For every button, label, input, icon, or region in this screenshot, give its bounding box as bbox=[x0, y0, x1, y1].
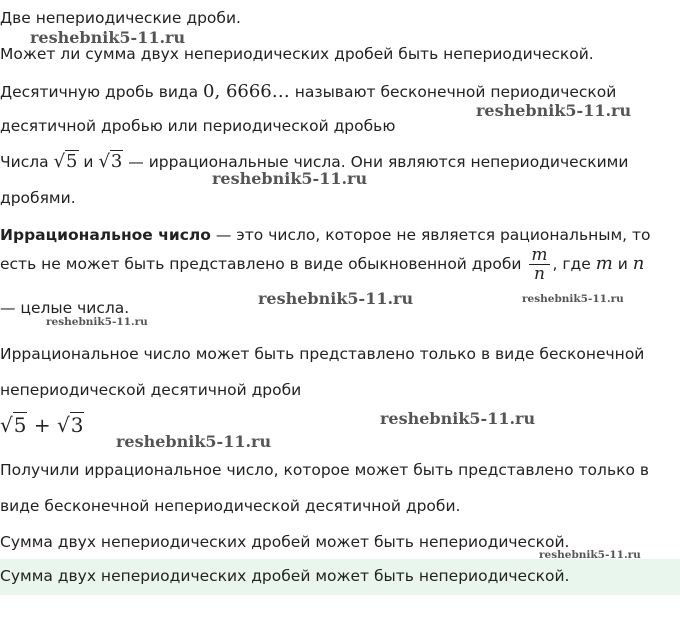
text-line-7 bbox=[0, 226, 651, 244]
text-line-14: Сумма двух непериодических дробей может быть непериодической. bbox=[0, 533, 570, 551]
math-sqrt-3: √3 bbox=[56, 413, 84, 437]
math-plus: + bbox=[27, 413, 57, 437]
radicand: 5 bbox=[13, 413, 27, 437]
text-line-2: Может ли сумма двух непериодических дробей быть непериодической. bbox=[0, 45, 594, 63]
text-part: — иррациональные числа. Они являются непериодическими bbox=[123, 153, 629, 171]
text-line-9: — целые числа. bbox=[0, 299, 130, 317]
watermark: reshebnik5-11.ru bbox=[476, 101, 632, 120]
text-line-12: Получили иррациональное число, которое может быть представлено только в bbox=[0, 461, 649, 479]
text-line-4: десятичной дробью или периодической дробью bbox=[0, 117, 396, 135]
text-part: Десятичную дробь вида bbox=[0, 83, 204, 101]
text-part: и bbox=[78, 153, 99, 171]
fraction-denominator: n bbox=[533, 264, 545, 284]
text-line-13: виде бесконечной непериодической десятичной дроби. bbox=[0, 497, 461, 515]
radicand: 5 bbox=[66, 151, 78, 172]
term-bold: Иррациональное число bbox=[0, 226, 211, 244]
watermark: reshebnik5-11.ru bbox=[258, 289, 414, 308]
math-var-n: n bbox=[632, 253, 645, 274]
text-part: — это число, которое не является рациональным, то bbox=[210, 226, 651, 244]
text-part: Числа bbox=[0, 153, 54, 171]
text-line-8 bbox=[0, 246, 644, 283]
math-sqrt-5: √5 bbox=[0, 413, 27, 437]
radicand: 3 bbox=[70, 413, 84, 437]
watermark: reshebnik5-11.ru bbox=[116, 432, 272, 451]
text-part: называют бесконечной периодической bbox=[289, 83, 617, 101]
watermark: reshebnik5-11.ru bbox=[212, 169, 368, 188]
text-line-11: непериодической десятичной дроби bbox=[0, 381, 302, 399]
fraction-numerator: m bbox=[531, 245, 548, 265]
answer-box bbox=[0, 559, 680, 595]
text-part: и bbox=[612, 255, 633, 273]
watermark: reshebnik5-11.ru bbox=[46, 316, 148, 328]
watermark: reshebnik5-11.ru bbox=[522, 293, 624, 305]
answer-text: Сумма двух непериодических дробей может быть непериодической. bbox=[0, 567, 570, 585]
text-part: есть не может быть представлено в виде обыкновенной дроби bbox=[0, 255, 527, 273]
radicand: 3 bbox=[110, 151, 123, 172]
text-line-10: Иррациональное число может быть представлено только в виде бесконечной bbox=[0, 345, 645, 363]
math-sqrt-5: √5 bbox=[53, 151, 78, 172]
math-var-m: m bbox=[595, 253, 613, 274]
math-sqrt-3: √3 bbox=[98, 151, 123, 172]
watermark: reshebnik5-11.ru bbox=[539, 549, 641, 561]
text-line-1: Две непериодические дроби. bbox=[0, 9, 241, 27]
text-line-3 bbox=[0, 81, 616, 102]
math-expression-sum bbox=[0, 413, 84, 437]
math-periodic-fraction: 0, 6666… bbox=[203, 81, 290, 102]
text-line-6: дробями. bbox=[0, 189, 76, 207]
math-fraction-m-over-n bbox=[529, 246, 549, 283]
text-part: , где bbox=[552, 255, 596, 273]
watermark: reshebnik5-11.ru bbox=[380, 409, 536, 428]
watermark: reshebnik5-11.ru bbox=[30, 28, 186, 47]
